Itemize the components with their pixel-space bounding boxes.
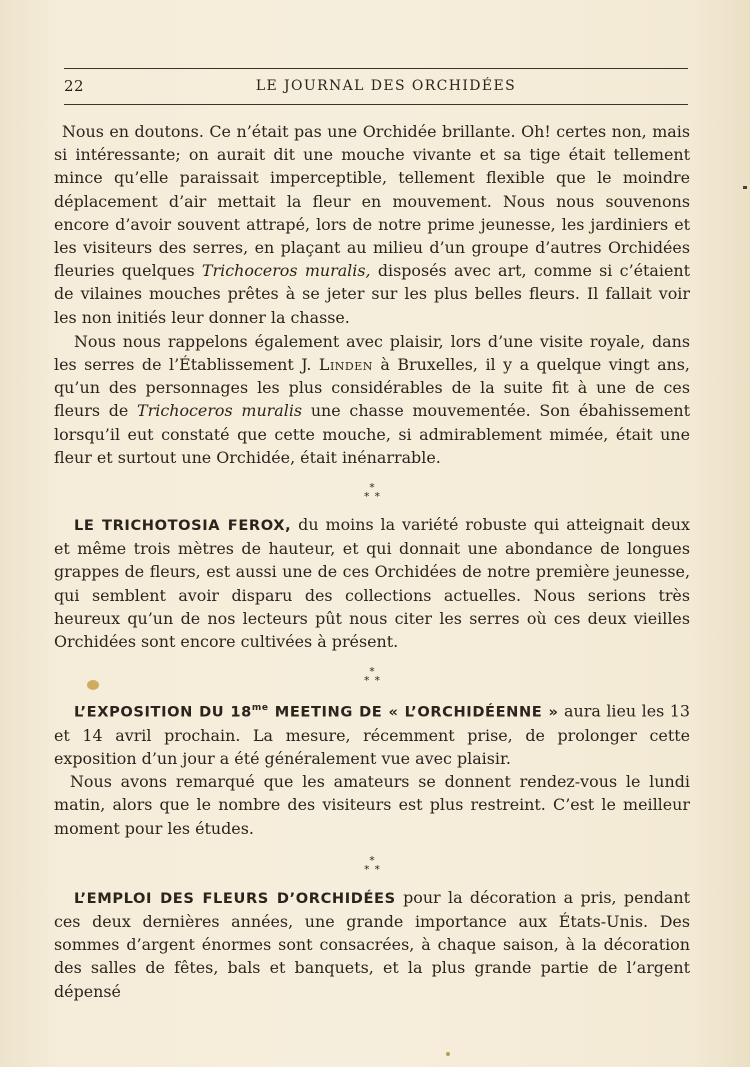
asterism-bottom-left: *: [364, 862, 370, 876]
article-body: [54, 120, 690, 1003]
asterism-bottom-right: *: [374, 490, 380, 504]
heading-exposition-sup: me: [251, 703, 269, 714]
paragraph-emploi-fleurs: [54, 886, 690, 1003]
section-asterism: [54, 481, 690, 504]
paragraph-trichotosia: [54, 513, 690, 653]
species-name-trichoceros-2: Trichoceros muralis: [137, 401, 303, 421]
name-linden: Linden: [318, 355, 373, 375]
paragraph-amateurs: [54, 770, 690, 840]
asterism-bottom-left: *: [364, 674, 370, 688]
asterism-bottom: [54, 674, 690, 688]
paragraph-6-text: pour la décoration a pris, pendant ces deux dernières années, une grande importance aux États-Unis. Des sommes d’argent énormes sont consacrées, à chaque saison, à la décoration des salles de fêtes, bals et banquets, et la plus grande partie de l’argent dépensé: [54, 887, 691, 1001]
asterism-bottom: [54, 490, 690, 504]
paragraph-2-text-b: à Bruxelles, il y a quelque vingt ans, qu’un des personnages les plus considérables de la suite fit à une de ces fleurs de: [54, 355, 690, 421]
paragraph-2-text-a: Nous nous rappelons également avec plaisir, lors d’une visite royale, dans les serres de l’Établissement J.: [54, 331, 690, 375]
page-number: 22: [64, 77, 85, 95]
asterism-bottom-right: *: [374, 674, 380, 688]
paragraph-trichoceros-memory: [54, 120, 690, 329]
header-top-rule: [64, 68, 688, 69]
paragraph-1-text-a: Nous en doutons. Ce n’était pas une Orchidée brillante. Oh! certes non, mais si intéressante; on aurait dit une mouche vivante et sa tige était tellement mince qu’elle paraissait imperceptible, tellement flexible que le moindre déplacement d’air mettait la fleur en mouvement. Nous nous souvenons encore d’avoir souvent attrapé, lors de notre prime jeunesse, les jardiniers et les visiteurs des serres, en plaçant au milieu d’un groupe d’autres Orchidées fleuries quelques: [54, 122, 690, 281]
asterism-bottom-right: *: [374, 862, 380, 876]
asterism-top: *: [369, 481, 375, 495]
paragraph-exposition: [54, 697, 690, 770]
section-asterism: [54, 853, 690, 876]
edge-mark: [743, 186, 747, 189]
species-name-trichoceros: Trichoceros muralis,: [201, 261, 371, 281]
paragraph-4-text: aura lieu les 13 et 14 avril prochain. La mesure, récemment prise, de prolonger cette exposition d’un jour a été généralement vue avec plaisir.: [54, 701, 690, 768]
asterism-top: *: [369, 665, 375, 679]
paper-stain: [87, 680, 99, 690]
paper-speck: [446, 1052, 450, 1056]
paragraph-2-text-c: une chasse mouvementée. Son ébahissement lorsqu’il eut constaté que cette mouche, si admirablement mimée, était une fleur et surtout une Orchidée, était inénarrable.: [54, 401, 691, 467]
asterism-top: *: [369, 853, 375, 867]
heading-emploi: L’EMPLOI DES FLEURS D’ORCHIDÉES: [74, 889, 396, 907]
paragraph-5-text: Nous avons remarqué que les amateurs se donnent rendez-vous le lundi matin, alors que le nombre des visiteurs est plus restreint. C’est le meilleur moment pour les études.: [54, 772, 690, 838]
paragraph-royal-visit: [54, 330, 690, 469]
asterism-bottom-left: *: [364, 490, 370, 504]
paragraph-3-text: du moins la variété robuste qui atteignait deux et même trois mètres de hauteur, et qui donnait une abondance de longues grappes de fleurs, est aussi une de ces Orchidées de notre première jeunesse, qui semblent avoir disparu des collections actuelles. Nous serions très heureux qu’un de nos lecteurs pût nous citer les serres où ces deux vieilles Orchidées sont encore cultivées à présent.: [54, 515, 690, 652]
header-bottom-rule: [64, 104, 688, 105]
paragraph-1-text-b: disposés avec art, comme si c’étaient de vilaines mouches prêtes à se jeter sur les plus belles fleurs. Il fallait voir les non initiés leur donner la chasse.: [54, 261, 690, 327]
heading-exposition-b: MEETING DE « L’ORCHIDÉENNE »: [268, 703, 559, 721]
heading-trichotosia: LE TRICHOTOSIA FEROX,: [74, 517, 292, 535]
running-title: LE JOURNAL DES ORCHIDÉES: [255, 78, 517, 94]
heading-exposition-a: L’EXPOSITION DU 18: [74, 703, 252, 721]
section-asterism: [54, 665, 690, 688]
asterism-bottom: [54, 862, 690, 876]
